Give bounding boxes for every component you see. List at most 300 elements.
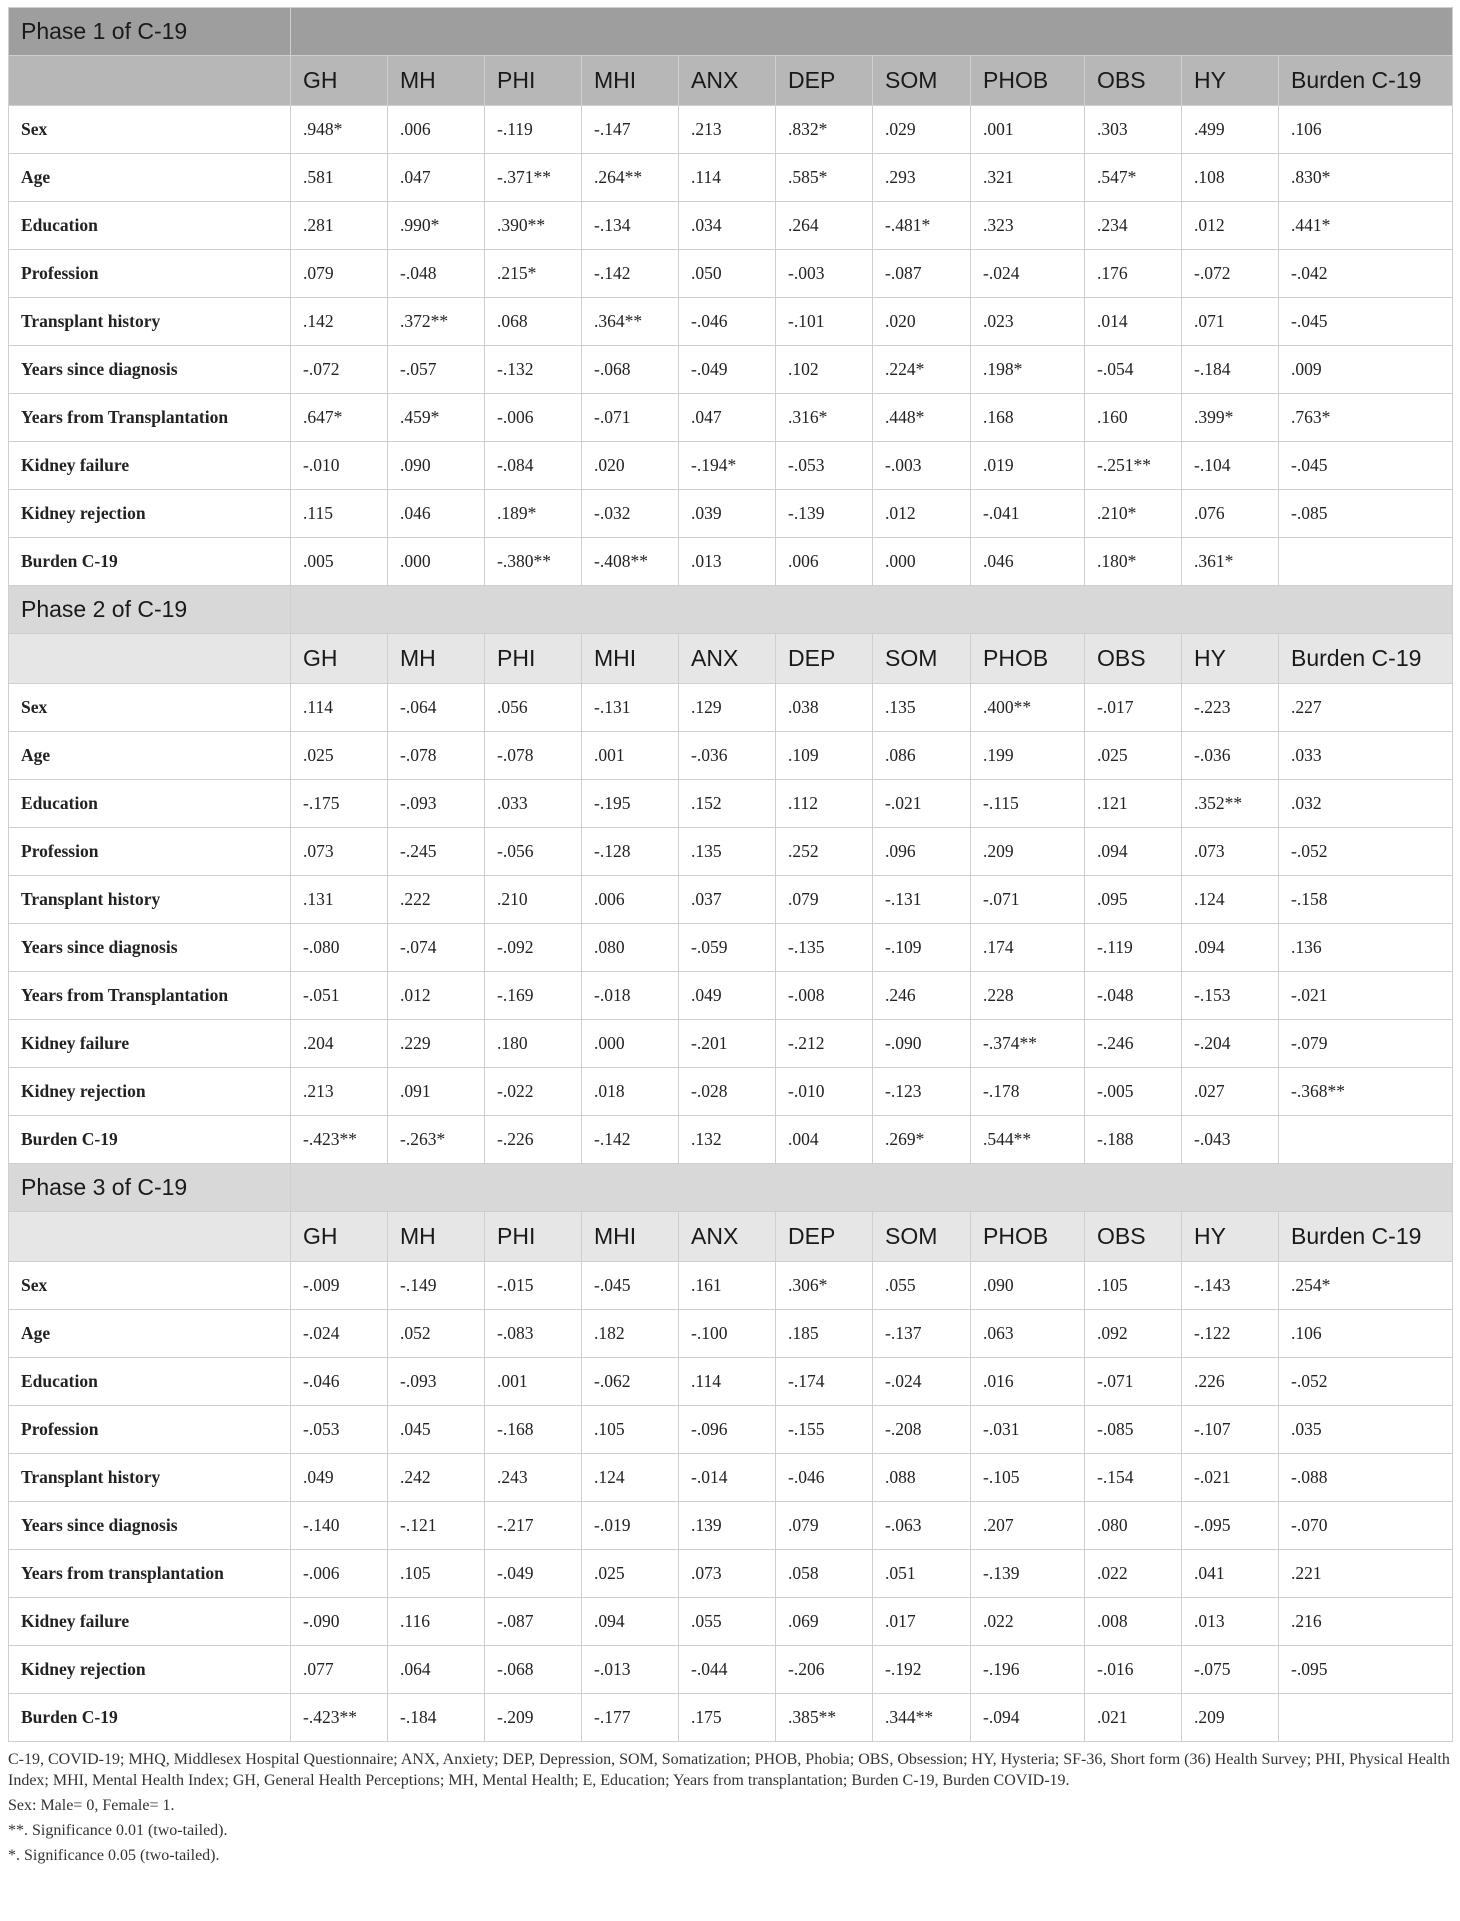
table-cell: -.263*	[388, 1116, 485, 1164]
table-cell: .022	[1085, 1550, 1182, 1598]
table-cell: -.246	[1085, 1020, 1182, 1068]
table-cell: .112	[776, 780, 873, 828]
table-cell: -.056	[485, 828, 582, 876]
table-cell: .160	[1085, 394, 1182, 442]
table-cell: .105	[1085, 1262, 1182, 1310]
table-cell: .216	[1279, 1598, 1453, 1646]
table-cell: .115	[291, 490, 388, 538]
table-cell: -.184	[1182, 346, 1279, 394]
table-cell: .948*	[291, 106, 388, 154]
table-cell: -.119	[1085, 924, 1182, 972]
table-cell: .047	[388, 154, 485, 202]
table-cell: -.028	[679, 1068, 776, 1116]
table-cell: -.072	[291, 346, 388, 394]
correlation-table-document	[8, 7, 1452, 1870]
table-cell: -.188	[1085, 1116, 1182, 1164]
table-cell: -.178	[971, 1068, 1085, 1116]
row-label: Kidney rejection	[9, 490, 291, 538]
row-label: Transplant history	[9, 876, 291, 924]
table-cell: .092	[1085, 1310, 1182, 1358]
table-cell: -.194*	[679, 442, 776, 490]
table-cell: .210	[485, 876, 582, 924]
table-cell: -.014	[679, 1454, 776, 1502]
table-cell: .352**	[1182, 780, 1279, 828]
table-cell: .547*	[1085, 154, 1182, 202]
table-cell: -.045	[1279, 442, 1453, 490]
table-cell: .063	[971, 1310, 1085, 1358]
table-cell: .014	[1085, 298, 1182, 346]
row-label: Age	[9, 732, 291, 780]
table-cell: .224*	[873, 346, 971, 394]
table-cell: -.154	[1085, 1454, 1182, 1502]
table-row	[9, 1310, 1453, 1358]
table-cell: -.017	[1085, 684, 1182, 732]
table-cell: -.024	[291, 1310, 388, 1358]
table-row	[9, 1502, 1453, 1550]
column-header: MHI	[582, 56, 679, 106]
table-cell: -.123	[873, 1068, 971, 1116]
table-row	[9, 202, 1453, 250]
row-label: Transplant history	[9, 1454, 291, 1502]
table-cell: .361*	[1182, 538, 1279, 586]
table-cell: .045	[388, 1406, 485, 1454]
table-cell: .056	[485, 684, 582, 732]
table-row	[9, 250, 1453, 298]
table-cell: .124	[1182, 876, 1279, 924]
table-cell: .199	[971, 732, 1085, 780]
table-cell: .012	[873, 490, 971, 538]
table-cell: .585*	[776, 154, 873, 202]
table-cell: .023	[971, 298, 1085, 346]
table-cell: .180*	[1085, 538, 1182, 586]
phase-title-fill	[291, 8, 1453, 56]
table-cell: -.062	[582, 1358, 679, 1406]
table-cell: .086	[873, 732, 971, 780]
column-header: DEP	[776, 56, 873, 106]
table-cell: .064	[388, 1646, 485, 1694]
abbreviations-note: C-19, COVID-19; MHQ, Middlesex Hospital Questionnaire; ANX, Anxiety; DEP, Depression, SOM, Somatization; PHOB, Phobia; OBS, Obsession; HY, Hysteria; SF-36, Short form (36) Health Survey; PHI, Physical Health Index; MHI, Mental Health Index; GH, General Health Perceptions; MH, Mental Health; E, Education; Years from transplantation; Burden C-19, Burden COVID-19.	[8, 1751, 1450, 1789]
column-header: Burden C-19	[1279, 1212, 1453, 1262]
table-cell: .025	[582, 1550, 679, 1598]
table-cell: -.021	[1279, 972, 1453, 1020]
table-cell: -.045	[1279, 298, 1453, 346]
table-cell: .114	[679, 154, 776, 202]
header-corner	[9, 634, 291, 684]
table-cell: .069	[776, 1598, 873, 1646]
table-cell: .106	[1279, 1310, 1453, 1358]
column-header: HY	[1182, 634, 1279, 684]
phase-title: Phase 2 of C-19	[9, 586, 291, 634]
table-cell: -.075	[1182, 1646, 1279, 1694]
table-cell: .017	[873, 1598, 971, 1646]
table-cell: .264**	[582, 154, 679, 202]
column-header: DEP	[776, 1212, 873, 1262]
column-header: GH	[291, 1212, 388, 1262]
table-cell: .052	[388, 1310, 485, 1358]
table-cell: .124	[582, 1454, 679, 1502]
table-cell: -.374**	[971, 1020, 1085, 1068]
table-cell: .135	[873, 684, 971, 732]
table-cell: -.149	[388, 1262, 485, 1310]
table-cell: .012	[1182, 202, 1279, 250]
table-cell: -.226	[485, 1116, 582, 1164]
table-cell: .049	[291, 1454, 388, 1502]
table-cell: .306*	[776, 1262, 873, 1310]
table-cell: -.044	[679, 1646, 776, 1694]
table-cell: .105	[388, 1550, 485, 1598]
phase-title: Phase 3 of C-19	[9, 1164, 291, 1212]
table-cell: -.092	[485, 924, 582, 972]
table-cell: -.031	[971, 1406, 1085, 1454]
table-cell: -.212	[776, 1020, 873, 1068]
table-cell: -.223	[1182, 684, 1279, 732]
table-cell: .213	[679, 106, 776, 154]
row-label: Burden C-19	[9, 538, 291, 586]
column-header-row	[9, 634, 1453, 684]
table-cell: -.051	[291, 972, 388, 1020]
column-header: ANX	[679, 634, 776, 684]
header-corner	[9, 1212, 291, 1262]
table-cell: -.158	[1279, 876, 1453, 924]
table-cell: .136	[1279, 924, 1453, 972]
table-cell: -.169	[485, 972, 582, 1020]
table-cell: .094	[582, 1598, 679, 1646]
table-cell: .321	[971, 154, 1085, 202]
table-cell: .182	[582, 1310, 679, 1358]
table-cell: .008	[1085, 1598, 1182, 1646]
row-label: Years since diagnosis	[9, 924, 291, 972]
table-cell: .013	[1182, 1598, 1279, 1646]
table-cell: .055	[873, 1262, 971, 1310]
row-label: Profession	[9, 250, 291, 298]
table-cell: .114	[291, 684, 388, 732]
table-cell: .071	[1182, 298, 1279, 346]
table-cell: .073	[291, 828, 388, 876]
table-cell: .344**	[873, 1694, 971, 1742]
table-cell: .832*	[776, 106, 873, 154]
table-cell: -.048	[388, 250, 485, 298]
table-cell: .106	[1279, 106, 1453, 154]
table-cell: -.131	[873, 876, 971, 924]
column-header: DEP	[776, 634, 873, 684]
table-cell: -.155	[776, 1406, 873, 1454]
table-cell: .080	[1085, 1502, 1182, 1550]
table-cell: .176	[1085, 250, 1182, 298]
row-label: Age	[9, 1310, 291, 1358]
table-cell: .037	[679, 876, 776, 924]
table-cell: .094	[1085, 828, 1182, 876]
table-cell: -.184	[388, 1694, 485, 1742]
table-cell: .121	[1085, 780, 1182, 828]
column-header: MH	[388, 634, 485, 684]
table-cell: -.052	[1279, 1358, 1453, 1406]
table-cell: -.024	[971, 250, 1085, 298]
table-cell: -.139	[971, 1550, 1085, 1598]
table-cell: -.153	[1182, 972, 1279, 1020]
table-cell: .213	[291, 1068, 388, 1116]
table-cell: .990*	[388, 202, 485, 250]
table-cell: .227	[1279, 684, 1453, 732]
table-row	[9, 780, 1453, 828]
table-cell: -.021	[873, 780, 971, 828]
table-row	[9, 1598, 1453, 1646]
table-cell: -.115	[971, 780, 1085, 828]
table-cell: .175	[679, 1694, 776, 1742]
table-cell: -.217	[485, 1502, 582, 1550]
table-cell: -.016	[1085, 1646, 1182, 1694]
sex-coding-note: Sex: Male= 0, Female= 1.	[8, 1797, 175, 1814]
table-cell: -.024	[873, 1358, 971, 1406]
table-cell: -.095	[1279, 1646, 1453, 1694]
row-label: Age	[9, 154, 291, 202]
table-cell: .303	[1085, 106, 1182, 154]
column-header: HY	[1182, 56, 1279, 106]
table-cell: -.070	[1279, 1502, 1453, 1550]
table-row	[9, 442, 1453, 490]
column-header: MH	[388, 1212, 485, 1262]
column-header: PHI	[485, 1212, 582, 1262]
table-cell: .180	[485, 1020, 582, 1068]
table-cell: -.046	[291, 1358, 388, 1406]
table-cell: .105	[582, 1406, 679, 1454]
table-row	[9, 1550, 1453, 1598]
table-cell: .090	[388, 442, 485, 490]
column-header: PHOB	[971, 634, 1085, 684]
table-row	[9, 1406, 1453, 1454]
row-label: Sex	[9, 106, 291, 154]
table-cell: .763*	[1279, 394, 1453, 442]
column-header: HY	[1182, 1212, 1279, 1262]
table-cell: -.408**	[582, 538, 679, 586]
table-cell: .254*	[1279, 1262, 1453, 1310]
table-cell: .019	[971, 442, 1085, 490]
table-cell: -.175	[291, 780, 388, 828]
table-cell: -.119	[485, 106, 582, 154]
row-label: Education	[9, 780, 291, 828]
table-row	[9, 1454, 1453, 1502]
table-cell: -.251**	[1085, 442, 1182, 490]
row-label: Kidney failure	[9, 1020, 291, 1068]
table-row	[9, 1646, 1453, 1694]
table-cell: .132	[679, 1116, 776, 1164]
row-label: Transplant history	[9, 298, 291, 346]
column-header: GH	[291, 56, 388, 106]
table-cell: -.140	[291, 1502, 388, 1550]
table-cell: .129	[679, 684, 776, 732]
table-cell: .079	[776, 876, 873, 924]
column-header: ANX	[679, 56, 776, 106]
row-label: Burden C-19	[9, 1694, 291, 1742]
table-cell: -.008	[776, 972, 873, 1020]
table-cell: -.128	[582, 828, 679, 876]
phase-title-row	[9, 586, 1453, 634]
table-cell: .055	[679, 1598, 776, 1646]
table-cell: .050	[679, 250, 776, 298]
table-cell: -.093	[388, 1358, 485, 1406]
table-cell: -.049	[485, 1550, 582, 1598]
table-cell: .095	[1085, 876, 1182, 924]
table-cell: .000	[873, 538, 971, 586]
table-cell: .025	[1085, 732, 1182, 780]
table-cell: .198*	[971, 346, 1085, 394]
table-cell: .459*	[388, 394, 485, 442]
table-cell: .544**	[971, 1116, 1085, 1164]
column-header: OBS	[1085, 56, 1182, 106]
table-cell: -.045	[582, 1262, 679, 1310]
table-cell: -.137	[873, 1310, 971, 1358]
table-cell: -.080	[291, 924, 388, 972]
phase-title-row	[9, 1164, 1453, 1212]
table-row	[9, 1358, 1453, 1406]
table-cell: -.368**	[1279, 1068, 1453, 1116]
table-cell: .385**	[776, 1694, 873, 1742]
table-cell: .372**	[388, 298, 485, 346]
table-cell: .025	[291, 732, 388, 780]
table-cell: -.104	[1182, 442, 1279, 490]
table-cell: .152	[679, 780, 776, 828]
table-cell: -.057	[388, 346, 485, 394]
table-row	[9, 1068, 1453, 1116]
table-cell: -.134	[582, 202, 679, 250]
table-cell: -.003	[873, 442, 971, 490]
table-cell: .226	[1182, 1358, 1279, 1406]
table-cell: .189*	[485, 490, 582, 538]
table-cell: .448*	[873, 394, 971, 442]
table-cell: -.196	[971, 1646, 1085, 1694]
table-cell: -.195	[582, 780, 679, 828]
table-cell: .264	[776, 202, 873, 250]
table-cell: .034	[679, 202, 776, 250]
row-label: Sex	[9, 684, 291, 732]
table-cell: -.177	[582, 1694, 679, 1742]
column-header: SOM	[873, 634, 971, 684]
table-cell: .046	[388, 490, 485, 538]
table-cell: .399*	[1182, 394, 1279, 442]
table-cell: -.054	[1085, 346, 1182, 394]
column-header: PHI	[485, 634, 582, 684]
table-cell: -.049	[679, 346, 776, 394]
table-row	[9, 154, 1453, 202]
table-cell: .009	[1279, 346, 1453, 394]
table-cell: -.078	[485, 732, 582, 780]
table-row	[9, 394, 1453, 442]
table-cell: -.032	[582, 490, 679, 538]
table-cell: .246	[873, 972, 971, 1020]
table-cell: .293	[873, 154, 971, 202]
table-cell: -.094	[971, 1694, 1085, 1742]
table-row	[9, 1694, 1453, 1742]
table-cell: .323	[971, 202, 1085, 250]
row-label: Years from Transplantation	[9, 394, 291, 442]
column-header: MHI	[582, 634, 679, 684]
table-cell: .004	[776, 1116, 873, 1164]
table-cell: .142	[291, 298, 388, 346]
table-cell: -.005	[1085, 1068, 1182, 1116]
table-cell: .252	[776, 828, 873, 876]
column-header: PHI	[485, 56, 582, 106]
table-cell: -.036	[679, 732, 776, 780]
table-cell: -.022	[485, 1068, 582, 1116]
table-cell: -.096	[679, 1406, 776, 1454]
column-header: GH	[291, 634, 388, 684]
table-cell: .035	[1279, 1406, 1453, 1454]
row-label: Profession	[9, 1406, 291, 1454]
table-cell: -.064	[388, 684, 485, 732]
table-cell: -.079	[1279, 1020, 1453, 1068]
table-cell: .091	[388, 1068, 485, 1116]
table-cell: .073	[679, 1550, 776, 1598]
table-cell: .281	[291, 202, 388, 250]
table-cell: -.052	[1279, 828, 1453, 876]
table-cell: .135	[679, 828, 776, 876]
row-label: Profession	[9, 828, 291, 876]
table-cell: -.053	[776, 442, 873, 490]
row-label: Kidney failure	[9, 442, 291, 490]
table-cell: -.019	[582, 1502, 679, 1550]
table-cell: .080	[582, 924, 679, 972]
table-row	[9, 972, 1453, 1020]
column-header: SOM	[873, 56, 971, 106]
column-header: PHOB	[971, 1212, 1085, 1262]
table-cell: .000	[388, 538, 485, 586]
table-row	[9, 924, 1453, 972]
table-cell: -.481*	[873, 202, 971, 250]
table-cell: -.204	[1182, 1020, 1279, 1068]
table-cell: -.090	[291, 1598, 388, 1646]
table-cell: .073	[1182, 828, 1279, 876]
table-cell: .139	[679, 1502, 776, 1550]
table-cell: .058	[776, 1550, 873, 1598]
row-label: Sex	[9, 1262, 291, 1310]
table-cell: -.085	[1279, 490, 1453, 538]
table-cell: -.068	[582, 346, 679, 394]
table-cell: .174	[971, 924, 1085, 972]
table-cell: .079	[291, 250, 388, 298]
table-cell: -.059	[679, 924, 776, 972]
table-cell: .032	[1279, 780, 1453, 828]
table-cell: .234	[1085, 202, 1182, 250]
table-cell: -.046	[776, 1454, 873, 1502]
table-cell: -.013	[582, 1646, 679, 1694]
table-cell: -.423**	[291, 1694, 388, 1742]
table-cell: -.085	[1085, 1406, 1182, 1454]
table-cell: -.087	[873, 250, 971, 298]
phase-title-fill	[291, 1164, 1453, 1212]
table-cell: .830*	[1279, 154, 1453, 202]
column-header: SOM	[873, 1212, 971, 1262]
table-cell: .390**	[485, 202, 582, 250]
table-cell: .221	[1279, 1550, 1453, 1598]
table-cell: .013	[679, 538, 776, 586]
table-cell: .210*	[1085, 490, 1182, 538]
phase-1-section	[9, 8, 1453, 586]
table-cell: .006	[582, 876, 679, 924]
table-cell: -.072	[1182, 250, 1279, 298]
table-cell: .041	[1182, 1550, 1279, 1598]
table-cell: .079	[776, 1502, 873, 1550]
table-cell: .316*	[776, 394, 873, 442]
table-cell: -.010	[776, 1068, 873, 1116]
table-footnotes	[8, 1749, 1452, 1866]
table-cell: .033	[1279, 732, 1453, 780]
table-cell: .029	[873, 106, 971, 154]
significance-001-note: **. Significance 0.01 (two-tailed).	[8, 1822, 228, 1839]
table-cell: .109	[776, 732, 873, 780]
column-header: Burden C-19	[1279, 634, 1453, 684]
row-label: Education	[9, 1358, 291, 1406]
table-cell: .116	[388, 1598, 485, 1646]
table-cell: -.088	[1279, 1454, 1453, 1502]
